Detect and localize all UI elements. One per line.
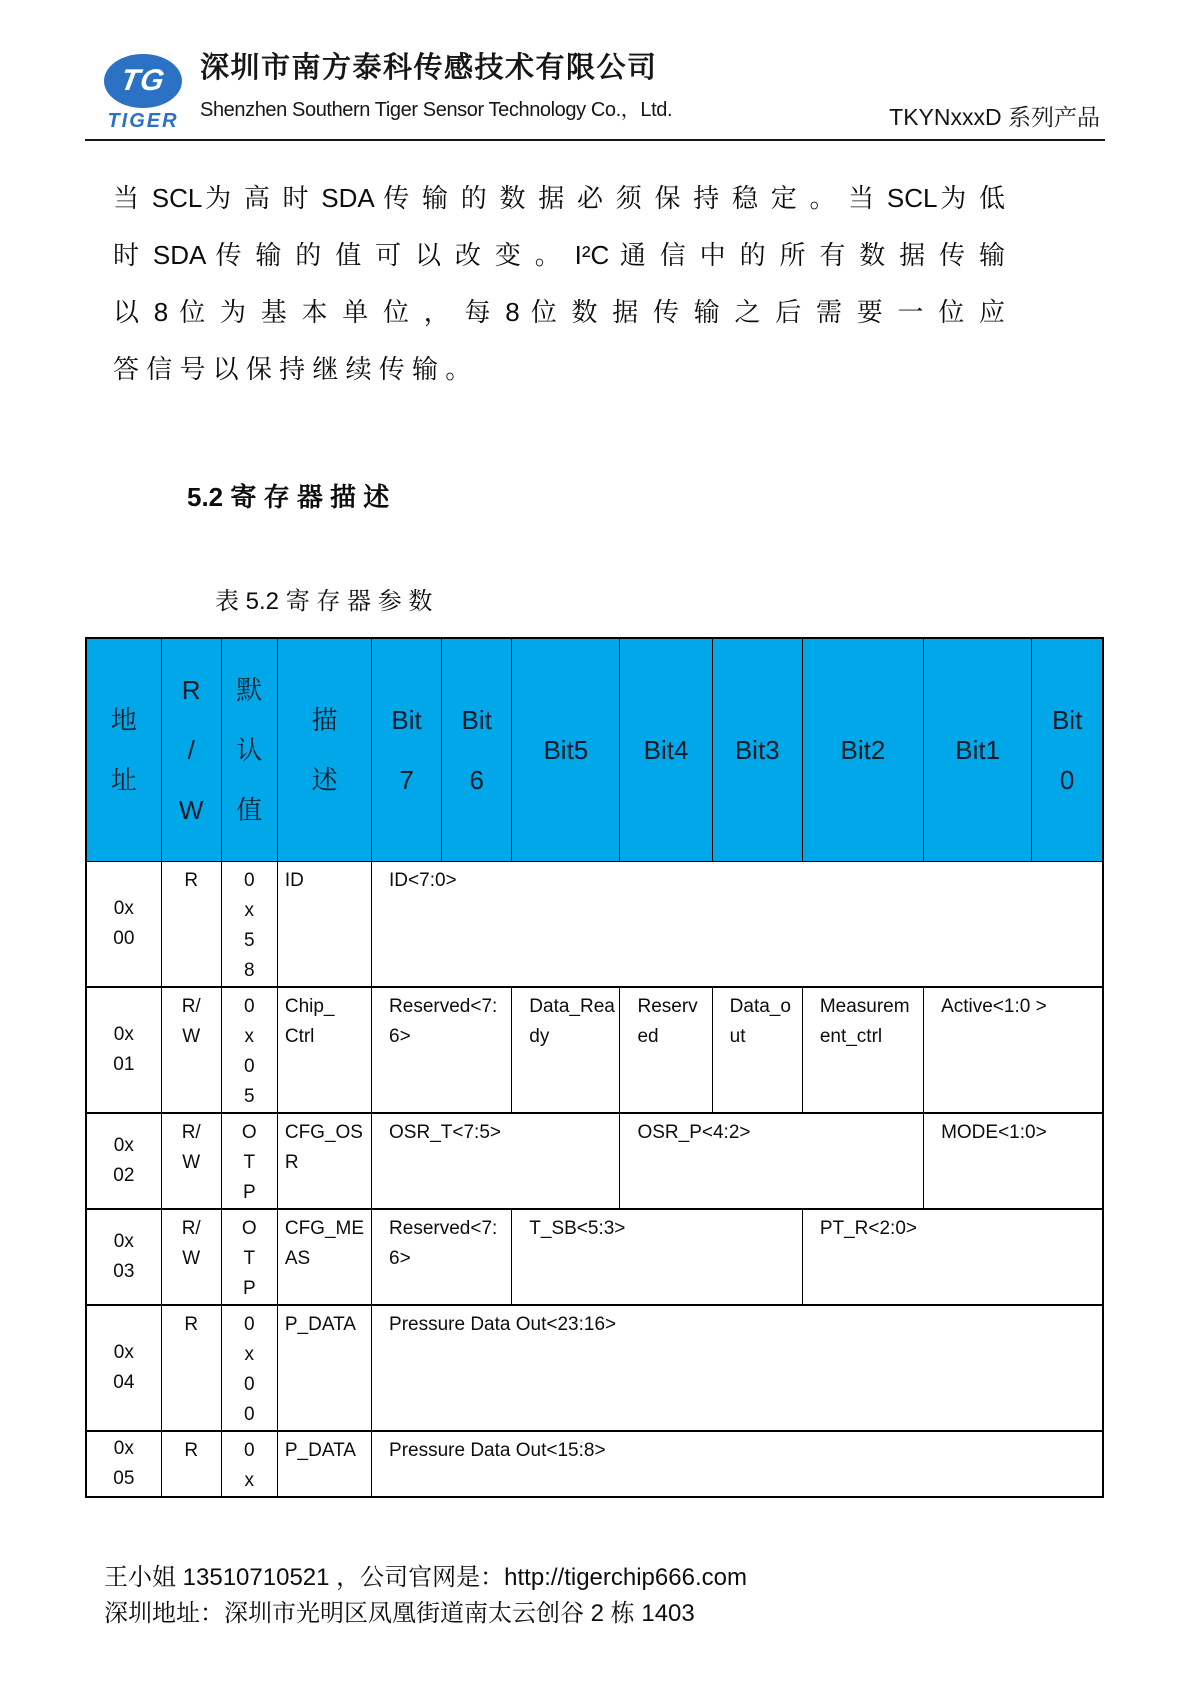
- company-logo: [93, 54, 193, 131]
- company-name-cn: 深圳市南方泰科传感技术有限公司: [200, 52, 658, 84]
- cell-line: ut: [729, 1026, 746, 1047]
- column-header-bit4: [620, 638, 712, 861]
- cell-line: Bit1: [955, 734, 1001, 765]
- table-cell: [86, 861, 161, 987]
- cell-line: 01: [113, 1054, 135, 1075]
- paragraph-line: 时 SDA 传 输 的 值 可 以 改 变 。 I²C 通 信 中 的 所 有 数 据 传 输: [113, 240, 1005, 270]
- cell-line: 0x: [113, 1438, 134, 1459]
- cell-line: 0: [244, 1440, 255, 1461]
- table-cell: [924, 987, 1103, 1113]
- table-cell: [512, 987, 620, 1113]
- table-row-0x02: [86, 1113, 1103, 1209]
- column-header-rw: [161, 638, 221, 861]
- cell-line: 02: [113, 1165, 135, 1186]
- table-cell: [161, 861, 221, 987]
- paragraph-line: 以 8 位 为 基 本 单 位 ， 每 8 位 数 据 传 输 之 后 需 要 一 位 应: [113, 297, 1005, 327]
- column-header-bit5: [512, 638, 620, 861]
- cell-line: Data_o: [729, 996, 791, 1017]
- table-cell: [221, 1431, 277, 1497]
- cell-line: Active<1:0 >: [941, 996, 1047, 1017]
- table-cell: [924, 1113, 1103, 1209]
- cell-line: Bit2: [840, 734, 886, 765]
- cell-line: R: [181, 674, 201, 705]
- cell-line: x: [244, 1344, 255, 1365]
- cell-line: T: [243, 1152, 256, 1173]
- cell-line: 7: [399, 764, 414, 795]
- table-row-0x03: [86, 1209, 1103, 1305]
- column-header-: [86, 638, 161, 861]
- paragraph-line: 答 信 号 以 保 持 继 续 传 输 。: [113, 354, 472, 384]
- cell-line: Bit: [1051, 704, 1083, 735]
- cell-line: CFG_OS: [284, 1122, 363, 1143]
- table-cell: [372, 1431, 1103, 1497]
- table-cell: [372, 1305, 1103, 1431]
- cell-line: 04: [113, 1372, 135, 1393]
- product-series-label: TKYNxxxD 系列产品: [889, 104, 1100, 130]
- cell-line: x: [244, 899, 255, 921]
- cell-line: R: [184, 1314, 199, 1335]
- cell-line: ID<7:0>: [389, 869, 457, 891]
- table-cell: [512, 1209, 803, 1305]
- cell-line: P: [242, 1278, 256, 1299]
- cell-line: 0: [244, 1314, 255, 1335]
- logo-tg-text: TG: [118, 64, 168, 97]
- table-cell: [161, 1431, 221, 1497]
- table-cell: [802, 987, 923, 1113]
- cell-line: dy: [529, 1026, 550, 1047]
- cell-line: P_DATA: [284, 1440, 356, 1461]
- table-cell: [277, 1431, 371, 1497]
- cell-line: Bit: [461, 704, 492, 735]
- cell-line: W: [182, 1152, 201, 1173]
- cell-line: Ctrl: [284, 1026, 315, 1047]
- cell-line: Reserved<7:: [389, 996, 498, 1017]
- cell-line: Bit3: [734, 734, 780, 765]
- table-cell: [161, 1113, 221, 1209]
- table-cell: [161, 1209, 221, 1305]
- cell-line: CFG_ME: [284, 1218, 365, 1239]
- logo-tiger-text: TIGER: [107, 110, 179, 132]
- cell-line: P_DATA: [284, 1314, 356, 1335]
- table-cell: [712, 987, 802, 1113]
- cell-line: R: [284, 1152, 299, 1173]
- table-cell: [277, 1305, 371, 1431]
- page-header: [85, 50, 1105, 138]
- table-cell: [372, 1209, 512, 1305]
- cell-line: /: [187, 734, 195, 765]
- cell-line: W: [178, 794, 204, 825]
- cell-line: Pressure Data Out<23:16>: [389, 1314, 617, 1335]
- table-cell: [620, 1113, 924, 1209]
- company-name-en: Shenzhen Southern Tiger Sensor Technology Co.，Ltd.: [200, 99, 673, 122]
- cell-line: Bit4: [643, 734, 689, 765]
- cell-line: 6>: [389, 1026, 411, 1047]
- section-heading: 5.2 寄 存 器 描 述: [187, 482, 390, 512]
- cell-line: 认: [236, 734, 263, 765]
- paragraph-line: 当 SCL为 高 时 SDA 传 输 的 数 据 必 须 保 持 稳 定 。 当 SCL为 低: [113, 183, 1005, 213]
- table-cell: [86, 1209, 161, 1305]
- table-cell: [161, 987, 221, 1113]
- cell-line: 0x: [113, 1231, 134, 1252]
- cell-line: 5: [244, 929, 255, 951]
- column-header-bit0: [1032, 638, 1103, 861]
- table-row-0x00: [86, 861, 1103, 987]
- column-header-bit1: [924, 638, 1032, 861]
- table-cell: [221, 1113, 277, 1209]
- cell-line: 8: [244, 959, 255, 981]
- cell-line: 5: [244, 1086, 255, 1107]
- cell-line: 00: [113, 927, 135, 949]
- cell-line: 0: [1059, 764, 1075, 795]
- cell-line: x: [244, 1026, 255, 1047]
- table-row-0x04: [86, 1305, 1103, 1431]
- cell-line: O: [241, 1122, 257, 1143]
- cell-line: 6>: [389, 1248, 411, 1269]
- table-cell: [86, 1113, 161, 1209]
- cell-line: 6: [469, 764, 484, 795]
- table-row-0x01: [86, 987, 1103, 1113]
- table-cell: [86, 1305, 161, 1431]
- cell-line: R: [184, 1440, 199, 1461]
- page-footer: [104, 1560, 747, 1632]
- cell-line: ent_ctrl: [819, 1026, 883, 1047]
- cell-line: PT_R<2:0>: [819, 1218, 917, 1239]
- cell-line: 03: [113, 1261, 135, 1282]
- cell-line: R/: [181, 1218, 201, 1239]
- cell-line: Data_Rea: [529, 996, 615, 1017]
- company-names: [200, 52, 672, 122]
- cell-line: 值: [236, 794, 263, 825]
- cell-line: Pressure Data Out<15:8>: [389, 1440, 606, 1461]
- footer-contact-line: 王小姐 13510710521 ，公司官网是：http://tigerchip666.com: [104, 1564, 747, 1591]
- table-cell: [86, 987, 161, 1113]
- table-cell: [372, 861, 1103, 987]
- register-table: [85, 637, 1104, 1498]
- cell-line: 0x: [113, 1024, 134, 1045]
- table-body: [86, 861, 1103, 1497]
- cell-line: R/: [181, 1122, 201, 1143]
- table-cell: [620, 987, 712, 1113]
- table-cell: [277, 987, 371, 1113]
- cell-line: 0: [244, 1404, 255, 1425]
- table-cell: [161, 1305, 221, 1431]
- table-cell: [277, 1113, 371, 1209]
- footer-address-line: 深圳地址：深圳市光明区凤凰街道南太云创谷 2 栋 1403: [104, 1600, 695, 1627]
- cell-line: 0: [244, 869, 255, 891]
- header-divider: [85, 139, 1105, 141]
- column-header-bit3: [712, 638, 802, 861]
- cell-line: 描: [311, 704, 338, 735]
- cell-line: Reserv: [637, 996, 698, 1017]
- cell-line: Chip_: [284, 996, 335, 1017]
- cell-line: 址: [110, 764, 137, 795]
- cell-line: x: [244, 1470, 255, 1491]
- cell-line: OSR_P<4:2>: [637, 1122, 751, 1143]
- column-header-bit6: [442, 638, 512, 861]
- cell-line: 05: [113, 1468, 135, 1489]
- cell-line: 默: [236, 674, 263, 705]
- cell-line: R/: [181, 996, 201, 1017]
- cell-line: 0x: [113, 1342, 134, 1363]
- cell-line: T: [243, 1248, 256, 1269]
- cell-line: Measurem: [819, 996, 910, 1017]
- table-caption: 表 5.2 寄 存 器 参 数: [215, 588, 433, 615]
- cell-line: Reserved<7:: [389, 1218, 498, 1239]
- cell-line: R: [184, 869, 199, 891]
- body-paragraph: [113, 170, 1005, 398]
- column-header-bit2: [802, 638, 923, 861]
- cell-line: T_SB<5:3>: [529, 1218, 626, 1239]
- cell-line: OSR_T<7:5>: [389, 1122, 501, 1143]
- cell-line: MODE<1:0>: [941, 1122, 1047, 1143]
- cell-line: 0: [244, 1374, 255, 1395]
- table-cell: [221, 861, 277, 987]
- table-cell: [277, 1209, 371, 1305]
- cell-line: W: [182, 1026, 201, 1047]
- column-header-: [277, 638, 371, 861]
- table-cell: [277, 861, 371, 987]
- cell-line: Bit5: [543, 734, 589, 765]
- table-cell: [802, 1209, 1103, 1305]
- cell-line: ed: [637, 1026, 659, 1047]
- cell-line: 0: [244, 1056, 255, 1077]
- table-cell: [372, 1113, 620, 1209]
- column-header-bit7: [372, 638, 442, 861]
- table-cell: [221, 1305, 277, 1431]
- table-cell: [221, 987, 277, 1113]
- cell-line: W: [182, 1248, 201, 1269]
- table-header-row: [86, 638, 1103, 861]
- cell-line: 地: [110, 704, 137, 735]
- cell-line: 0x: [113, 897, 134, 919]
- cell-line: 述: [311, 764, 338, 795]
- cell-line: 0: [244, 996, 255, 1017]
- cell-line: Bit: [391, 704, 422, 735]
- cell-line: P: [242, 1182, 256, 1203]
- cell-line: 0x: [113, 1135, 134, 1156]
- cell-line: O: [241, 1218, 257, 1239]
- cell-line: AS: [284, 1248, 311, 1269]
- table-cell: [221, 1209, 277, 1305]
- table-cell: [372, 987, 512, 1113]
- tiger-logo-icon: [104, 54, 182, 108]
- column-header-: [221, 638, 277, 861]
- table-cell: [86, 1431, 161, 1497]
- cell-line: ID: [284, 869, 304, 891]
- table-head: [86, 638, 1103, 861]
- table-row-0x05: [86, 1431, 1103, 1497]
